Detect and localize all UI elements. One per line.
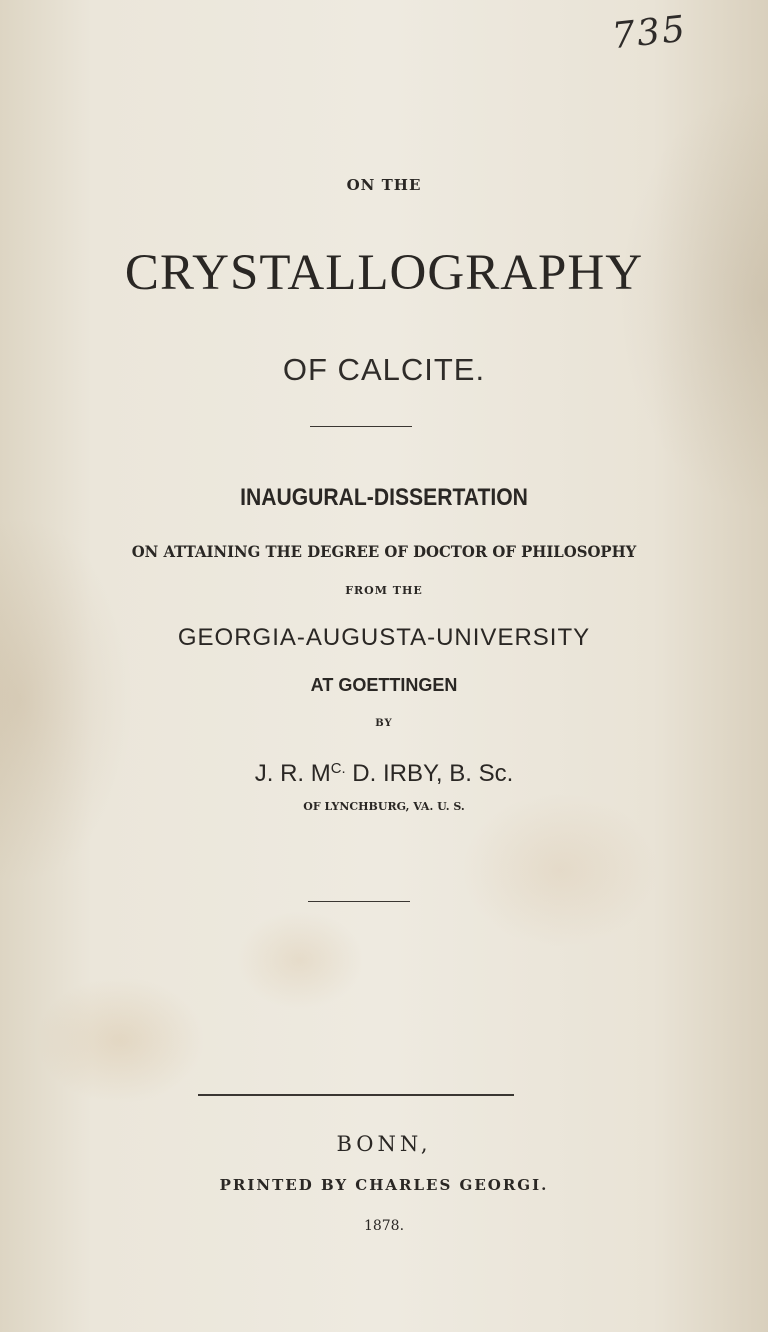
author-origin: OF LYNCHBURG, VA. U. S.	[303, 800, 465, 813]
divider-rule-middle	[308, 901, 410, 902]
imprint-printer: PRINTED BY CHARLES GEORGI.	[219, 1176, 549, 1194]
author-name-prefix: J. R. M	[254, 760, 331, 787]
from-the: FROM THE	[345, 584, 423, 597]
divider-rule-top	[310, 426, 412, 427]
handwritten-shelf-number: 735	[610, 8, 689, 58]
pre-title: ON THE	[346, 176, 422, 194]
imprint-year: 1878.	[363, 1218, 405, 1234]
location: AT GOETTINGEN	[310, 675, 458, 695]
author-name-superscript: C.	[330, 760, 346, 777]
author-name-suffix: D. IRBY, B. Sc.	[345, 760, 514, 787]
imprint-rule	[198, 1094, 514, 1096]
sub-title: OF CALCITE.	[282, 352, 486, 387]
degree-line: ON ATTAINING THE DEGREE OF DOCTOR OF PHILOSOPHY	[131, 542, 637, 561]
author-name	[0, 760, 768, 788]
university-name: GEORGIA-AUGUSTA-UNIVERSITY	[177, 624, 591, 651]
dissertation-heading: INAUGURAL-DISSERTATION	[240, 484, 528, 511]
imprint-city: BONN,	[336, 1132, 432, 1156]
by-label: BY	[375, 718, 393, 729]
main-title: CRYSTALLOGRAPHY	[124, 245, 644, 301]
